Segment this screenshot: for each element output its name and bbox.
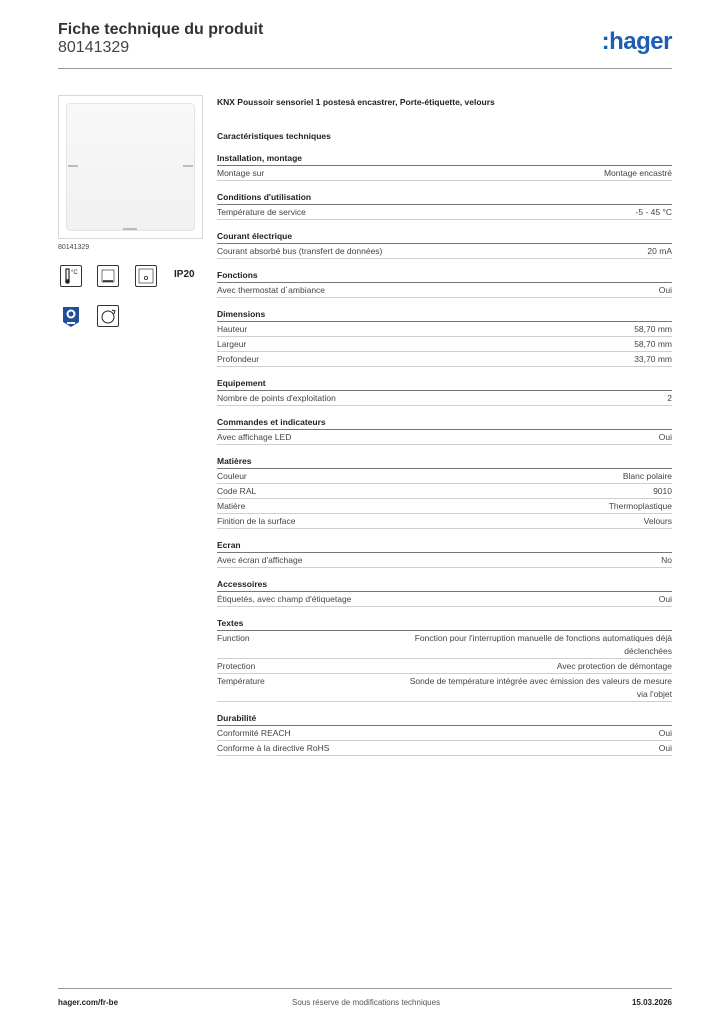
spec-label: Avec écran d'affichage [217, 555, 303, 565]
spec-value: 58,70 mm [634, 324, 672, 334]
spec-group-title: Accessoires [217, 578, 672, 592]
spec-group [217, 377, 672, 406]
spec-label: Conforme à la directive RoHS [217, 743, 330, 753]
spec-row [217, 205, 672, 220]
sensor-plate-icon [135, 265, 157, 287]
spec-label: Hauteur [217, 324, 248, 334]
spec-value: Oui [658, 728, 672, 738]
right-marker [183, 165, 193, 167]
spec-value: No [661, 555, 672, 565]
page-title: Fiche technique du produit [58, 21, 264, 38]
spec-row [217, 430, 672, 445]
spec-label: Étiquetés, avec champ d'étiquetage [217, 594, 352, 604]
thermometer-celsius-icon [60, 265, 82, 287]
spec-value: Oui [658, 594, 672, 604]
spec-group [217, 269, 672, 298]
spec-label: Code RAL [217, 486, 257, 496]
product-name: KNX Poussoir sensoriel 1 postesà encastrer, Porte-étiquette, velours [217, 97, 495, 107]
spec-value: 33,70 mm [634, 354, 672, 364]
left-marker [68, 165, 78, 167]
spec-row [217, 553, 672, 568]
spec-group-title: Conditions d'utilisation [217, 191, 672, 205]
spec-row [217, 337, 672, 352]
spec-label: Couleur [217, 471, 247, 481]
spec-label: Matière [217, 501, 246, 511]
spec-row [217, 631, 672, 659]
spec-label: Finition de la surface [217, 516, 296, 526]
eco-label-icon [60, 305, 82, 327]
spec-group-title: Equipement [217, 377, 672, 391]
spec-row [217, 674, 672, 702]
spec-group-title: Commandes et indicateurs [217, 416, 672, 430]
spec-value: 58,70 mm [634, 339, 672, 349]
product-ref: 80141329 [58, 244, 90, 251]
product-code: 80141329 [58, 39, 130, 56]
ip20-badge: IP20 [174, 269, 195, 280]
spec-row [217, 484, 672, 499]
spec-label: Avec affichage LED [217, 432, 292, 442]
spec-value: Oui [658, 743, 672, 753]
spec-groups [217, 152, 672, 756]
spec-value: 20 mA [647, 246, 672, 256]
footer-date: 15.03.2026 [631, 998, 672, 1007]
spec-row [217, 469, 672, 484]
spec-value: 2 [667, 393, 672, 403]
spec-group-title: Durabilité [217, 712, 672, 726]
spec-row [217, 741, 672, 756]
footer-site-link[interactable]: hager.com/fr-be [58, 998, 119, 1007]
spec-label: Conformité REACH [217, 728, 291, 738]
spec-group-title: Matières [217, 455, 672, 469]
spec-label: Température [217, 676, 265, 686]
spec-row [217, 166, 672, 181]
spec-group [217, 308, 672, 367]
spec-group [217, 539, 672, 568]
spec-group [217, 712, 672, 756]
spec-group-title: Dimensions [217, 308, 672, 322]
spec-row [217, 322, 672, 337]
spec-value: Montage encastré [603, 168, 672, 178]
spec-group-title: Fonctions [217, 269, 672, 283]
spec-group-title: Ecran [217, 539, 672, 553]
spec-group [217, 416, 672, 445]
spec-row [217, 592, 672, 607]
spec-value: Sonde de température intégrée avec émission des valeurs de mesure via l'objet [409, 676, 672, 699]
spec-label: Avec thermostat d´ambiance [217, 285, 326, 295]
spec-group [217, 230, 672, 259]
section-title: Caractéristiques techniques [217, 131, 331, 141]
spec-value: -5 - 45 °C [635, 207, 672, 217]
spec-value: Oui [658, 432, 672, 442]
spec-label: Courant absorbé bus (transfert de données) [217, 246, 383, 256]
spec-row [217, 283, 672, 298]
spec-group [217, 455, 672, 529]
sensor-plate [66, 103, 195, 231]
spec-group [217, 617, 672, 702]
spec-value: Fonction pour l'interruption manuelle de fonctions automatiques déjà déclenchées [414, 633, 672, 656]
spec-value: Velours [643, 516, 672, 526]
spec-row [217, 499, 672, 514]
spec-group-title: Courant électrique [217, 230, 672, 244]
spec-label: Température de service [217, 207, 306, 217]
spec-row [217, 514, 672, 529]
spec-label: Protection [217, 661, 256, 671]
spec-group [217, 578, 672, 607]
footer-divider [58, 988, 672, 989]
spec-value: 9010 [653, 486, 672, 496]
product-image [58, 95, 203, 239]
spec-label: Profondeur [217, 354, 260, 364]
header-divider [58, 68, 672, 69]
spec-row [217, 352, 672, 367]
spec-value: Thermoplastique [608, 501, 672, 511]
spec-label: Largeur [217, 339, 247, 349]
svg-text:°C: °C [71, 270, 78, 276]
spec-row [217, 726, 672, 741]
spec-label: Function [217, 633, 250, 643]
spec-value: Blanc polaire [622, 471, 672, 481]
mounting-box-icon [97, 265, 119, 287]
spec-sheet [217, 96, 672, 756]
hager-logo: :hager [601, 28, 672, 55]
spec-row [217, 391, 672, 406]
spec-label: Montage sur [217, 168, 265, 178]
spec-value: Avec protection de démontage [556, 661, 672, 671]
spec-group [217, 152, 672, 181]
spec-label: Nombre de points d'exploitation [217, 393, 336, 403]
spec-group-title: Installation, montage [217, 152, 672, 166]
bottom-marker [123, 228, 137, 230]
spec-row [217, 244, 672, 259]
spec-group-title: Textes [217, 617, 672, 631]
footer-note: Sous réserve de modifications techniques [292, 998, 441, 1007]
rotation-icon [97, 305, 119, 327]
spec-row [217, 659, 672, 674]
spec-group [217, 191, 672, 220]
spec-value: Oui [658, 285, 672, 295]
